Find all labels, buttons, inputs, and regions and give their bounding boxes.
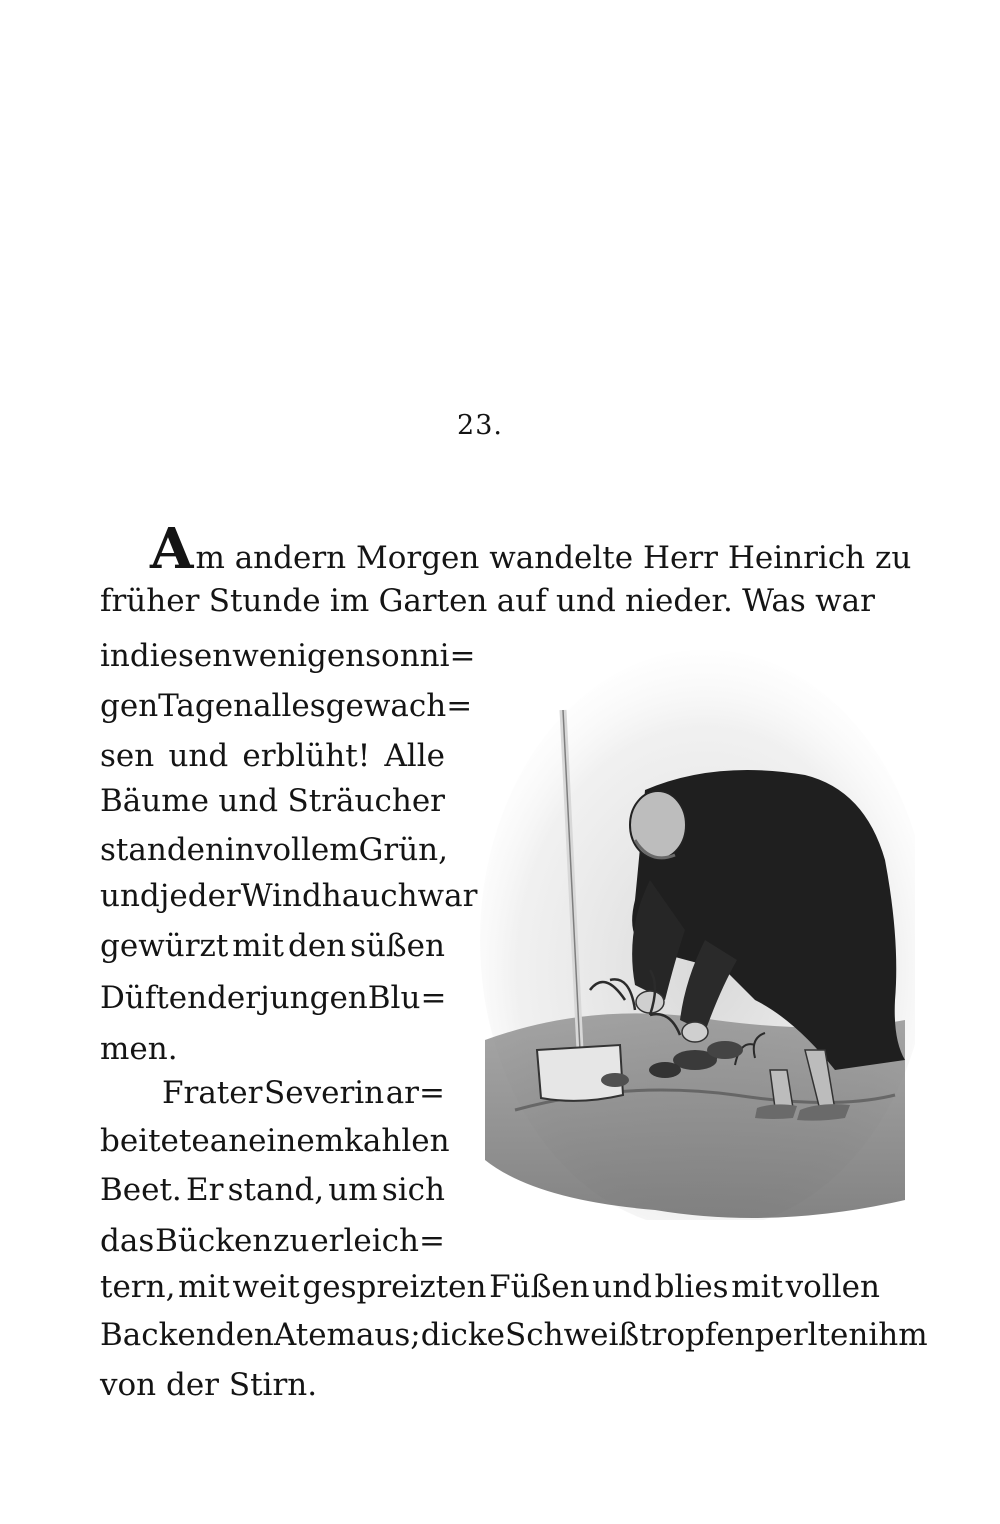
word: Was <box>742 583 806 619</box>
text-line-3 <box>100 633 476 679</box>
text-line-9 <box>100 923 445 969</box>
line-1-rest: m andern Morgen wandelte Herr Heinrich zu <box>195 539 912 576</box>
text-line-6 <box>100 778 445 824</box>
word: Bäume <box>100 783 209 819</box>
word: sen <box>100 738 155 774</box>
word: war <box>815 583 875 619</box>
text-line-18: von der Stirn. <box>100 1367 318 1403</box>
word: zu <box>273 1223 310 1259</box>
text-line-1 <box>150 515 912 582</box>
word: nieder. <box>625 583 733 619</box>
word: und <box>168 738 229 774</box>
word: sich <box>381 1172 445 1208</box>
word: auf <box>496 583 547 619</box>
word: Frater <box>162 1075 263 1111</box>
text-line-2 <box>100 578 875 624</box>
text-line-16 <box>100 1264 880 1310</box>
word: Grün, <box>358 832 448 868</box>
word: erleich= <box>310 1223 445 1259</box>
word: gewürzt <box>100 928 229 964</box>
word: Er <box>185 1172 224 1208</box>
word: Beet. <box>100 1172 182 1208</box>
word: wenigen <box>232 638 366 674</box>
text-line-12 <box>162 1070 445 1116</box>
word: Tagen <box>158 688 254 724</box>
word: früher <box>100 583 200 619</box>
word: vollen <box>785 1269 880 1305</box>
word: im <box>329 583 370 619</box>
word: gespreizten <box>302 1269 487 1305</box>
text-line-15 <box>100 1218 445 1264</box>
text-line-13 <box>100 1118 450 1164</box>
text-line-14 <box>100 1167 445 1213</box>
word: und <box>556 583 616 619</box>
word: gen <box>100 688 159 724</box>
word: Severin <box>264 1075 385 1111</box>
word: an <box>209 1123 249 1159</box>
word: jeder <box>159 878 241 914</box>
word: süßen <box>350 928 445 964</box>
illustration-drawing <box>475 640 915 1220</box>
word: Stunde <box>208 583 321 619</box>
word: beitete <box>100 1123 210 1159</box>
word: blies <box>654 1269 729 1305</box>
word: in <box>100 638 130 674</box>
text-line-8 <box>100 873 478 919</box>
word: mit <box>731 1269 783 1305</box>
word: war <box>417 878 478 914</box>
word: Blu= <box>367 980 447 1016</box>
word: kahlen <box>344 1123 450 1159</box>
word: dicke <box>420 1317 506 1353</box>
word: weit <box>232 1269 300 1305</box>
text-line-4 <box>100 683 473 729</box>
word: in <box>224 832 255 868</box>
word: Atem <box>273 1317 356 1353</box>
text-line-11: men. <box>100 1031 178 1067</box>
word: Backen <box>100 1317 216 1353</box>
word: aus; <box>355 1317 421 1353</box>
text-line-5 <box>100 733 445 779</box>
word: einem <box>248 1123 345 1159</box>
word: den <box>287 928 347 964</box>
text-line-17 <box>100 1312 928 1358</box>
word: Schweißtropfen <box>505 1317 755 1353</box>
word: Bücken <box>155 1223 273 1259</box>
word: stand, <box>227 1172 325 1208</box>
word: tern, <box>100 1269 176 1305</box>
word: alles <box>253 688 326 724</box>
text-line-7 <box>100 827 448 873</box>
word: mit <box>178 1269 230 1305</box>
monk-digging-illustration <box>475 640 915 1220</box>
word: diesen <box>129 638 233 674</box>
word: ihm <box>868 1317 928 1353</box>
word: Düften <box>100 980 208 1016</box>
page-number: 23. <box>457 410 503 441</box>
word: sonni= <box>365 638 476 674</box>
word: das <box>100 1223 155 1259</box>
word: jungen <box>260 980 368 1016</box>
word: und <box>218 783 279 819</box>
word: perlten <box>754 1317 869 1353</box>
word: mit <box>232 928 285 964</box>
drop-initial-line <box>150 515 912 582</box>
word: den <box>215 1317 274 1353</box>
word: standen <box>100 832 225 868</box>
word: Sträucher <box>287 783 445 819</box>
word: der <box>207 980 261 1016</box>
word: Füßen <box>489 1269 590 1305</box>
word: Alle <box>384 738 445 774</box>
word: erblüht! <box>242 738 371 774</box>
word: Windhauch <box>240 878 418 914</box>
word: gewach= <box>325 688 473 724</box>
drop-initial: A <box>150 515 194 582</box>
word: Garten <box>378 583 488 619</box>
word: und <box>100 878 160 914</box>
text-line-10 <box>100 975 445 1021</box>
word: vollem <box>254 832 359 868</box>
word: und <box>592 1269 653 1305</box>
word: um <box>328 1172 378 1208</box>
word: ar= <box>385 1075 445 1111</box>
